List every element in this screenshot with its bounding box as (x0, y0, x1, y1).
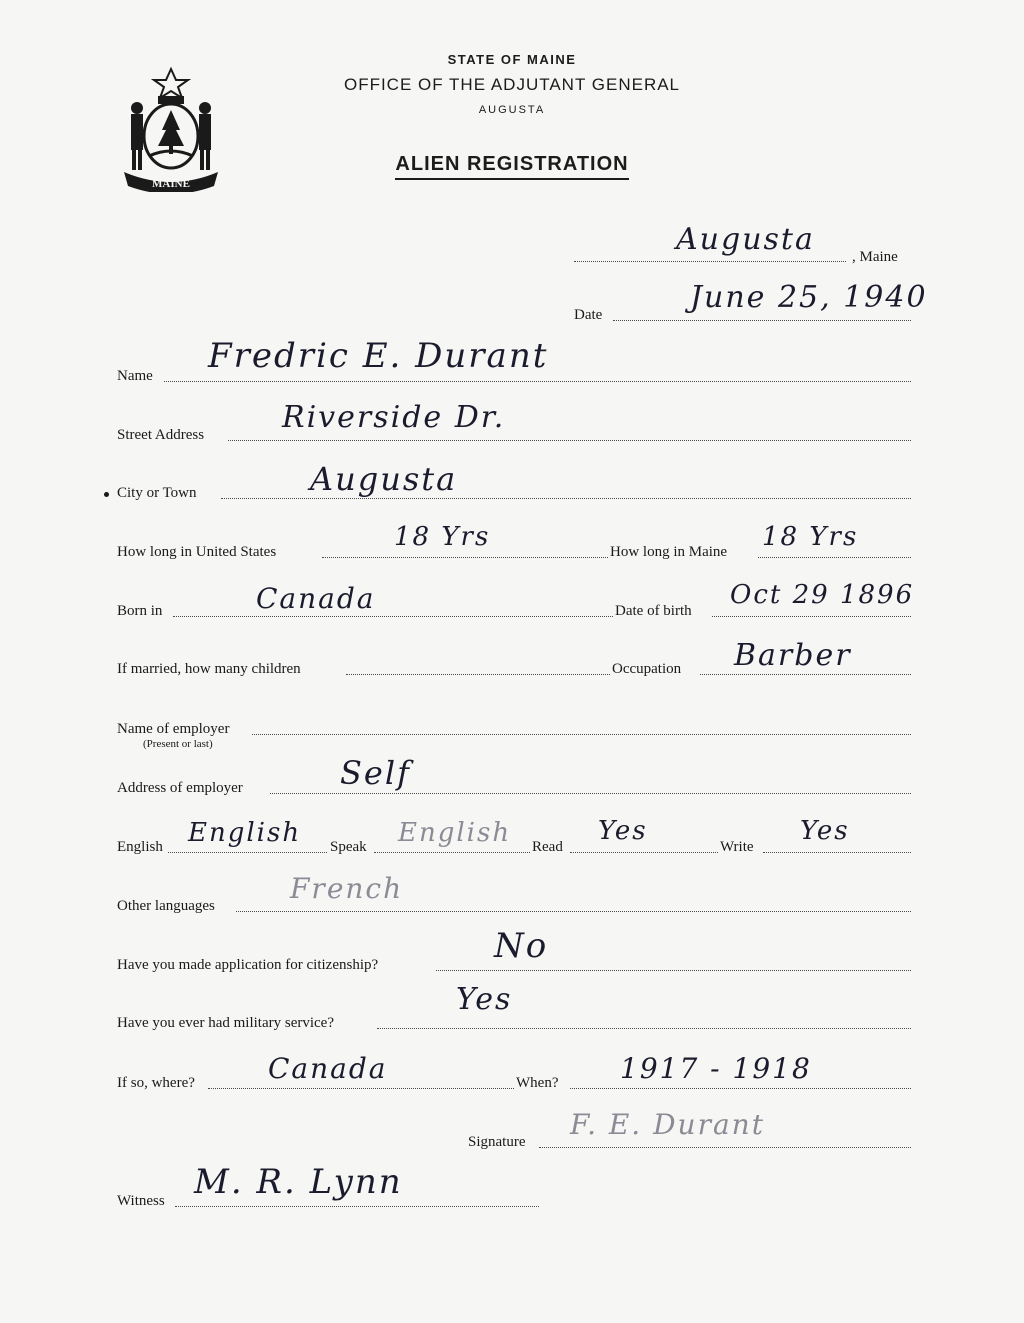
read-value: Yes (598, 816, 648, 846)
where-label: If so, where? (117, 1075, 195, 1091)
children-line (346, 674, 610, 675)
employer-address-label: Address of employer (117, 780, 243, 796)
english-label: English (117, 839, 163, 855)
born-line (173, 616, 613, 617)
born-value: Canada (256, 582, 376, 615)
when-label: When? (516, 1075, 559, 1091)
speak-label: Speak (330, 839, 367, 855)
place-line (574, 261, 846, 262)
maine-label: , Maine (852, 249, 898, 265)
date-label: Date (574, 307, 603, 323)
english-line (168, 852, 327, 853)
witness-value: M. R. Lynn (194, 1162, 403, 1202)
citizenship-value: No (494, 926, 549, 966)
witness-label: Witness (117, 1193, 165, 1209)
read-label: Read (532, 839, 563, 855)
date-line (613, 320, 911, 321)
children-label: If married, how many children (117, 661, 301, 677)
employer-address-value: Self (340, 754, 411, 792)
speak-value: English (398, 818, 512, 848)
maine-years-line (758, 557, 911, 558)
name-value: Fredric E. Durant (208, 336, 549, 376)
english-value: English (188, 818, 302, 848)
place-value: Augusta (676, 222, 815, 257)
dob-label: Date of birth (615, 603, 692, 619)
us-years-label: How long in United States (117, 544, 277, 560)
employer-address-line (270, 793, 911, 794)
city-line (221, 498, 911, 499)
signature-line (539, 1147, 911, 1148)
when-line (570, 1088, 911, 1089)
us-years-line (322, 557, 608, 558)
city-heading: AUGUSTA (478, 104, 546, 116)
employer-label: Name of employer (117, 721, 230, 737)
witness-line (175, 1206, 539, 1207)
other-languages-label: Other languages (117, 898, 215, 914)
occupation-line (700, 674, 911, 675)
military-line (377, 1028, 911, 1029)
military-value: Yes (456, 982, 513, 1017)
date-value: June 25, 1940 (690, 280, 928, 315)
read-line (570, 852, 718, 853)
bullet-icon (104, 492, 109, 497)
signature-value: F. E. Durant (570, 1108, 765, 1141)
employer-sublabel: (Present or last) (143, 738, 213, 750)
dob-value: Oct 29 1896 (730, 580, 915, 610)
occupation-label: Occupation (612, 661, 682, 677)
other-languages-value: French (290, 872, 404, 905)
name-label: Name (117, 368, 153, 384)
where-value: Canada (268, 1052, 388, 1085)
city-value: Augusta (310, 460, 458, 498)
write-value: Yes (800, 816, 850, 846)
form-title: ALIEN REGISTRATION (0, 153, 1024, 176)
street-label: Street Address (117, 427, 205, 443)
born-label: Born in (117, 603, 163, 619)
street-line (228, 440, 911, 441)
speak-line (374, 852, 530, 853)
where-line (208, 1088, 514, 1089)
citizenship-label: Have you made application for citizenship? (117, 957, 379, 973)
maine-years-value: 18 Yrs (762, 522, 859, 552)
citizenship-line (436, 970, 911, 971)
other-languages-line (236, 911, 911, 912)
svg-text:MAINE: MAINE (152, 178, 190, 190)
occupation-value: Barber (734, 638, 852, 673)
write-label: Write (720, 839, 754, 855)
us-years-value: 18 Yrs (394, 522, 491, 552)
when-value: 1917 - 1918 (620, 1052, 812, 1085)
street-value: Riverside Dr. (282, 400, 506, 435)
dob-line (712, 616, 911, 617)
maine-years-label: How long in Maine (610, 544, 728, 560)
office-heading: OFFICE OF THE ADJUTANT GENERAL (343, 75, 681, 94)
name-line (164, 381, 911, 382)
city-label: City or Town (117, 485, 197, 501)
signature-label: Signature (468, 1134, 526, 1150)
state-heading: STATE OF MAINE (447, 52, 577, 67)
military-label: Have you ever had military service? (117, 1015, 334, 1031)
write-line (763, 852, 911, 853)
employer-line (252, 734, 911, 735)
